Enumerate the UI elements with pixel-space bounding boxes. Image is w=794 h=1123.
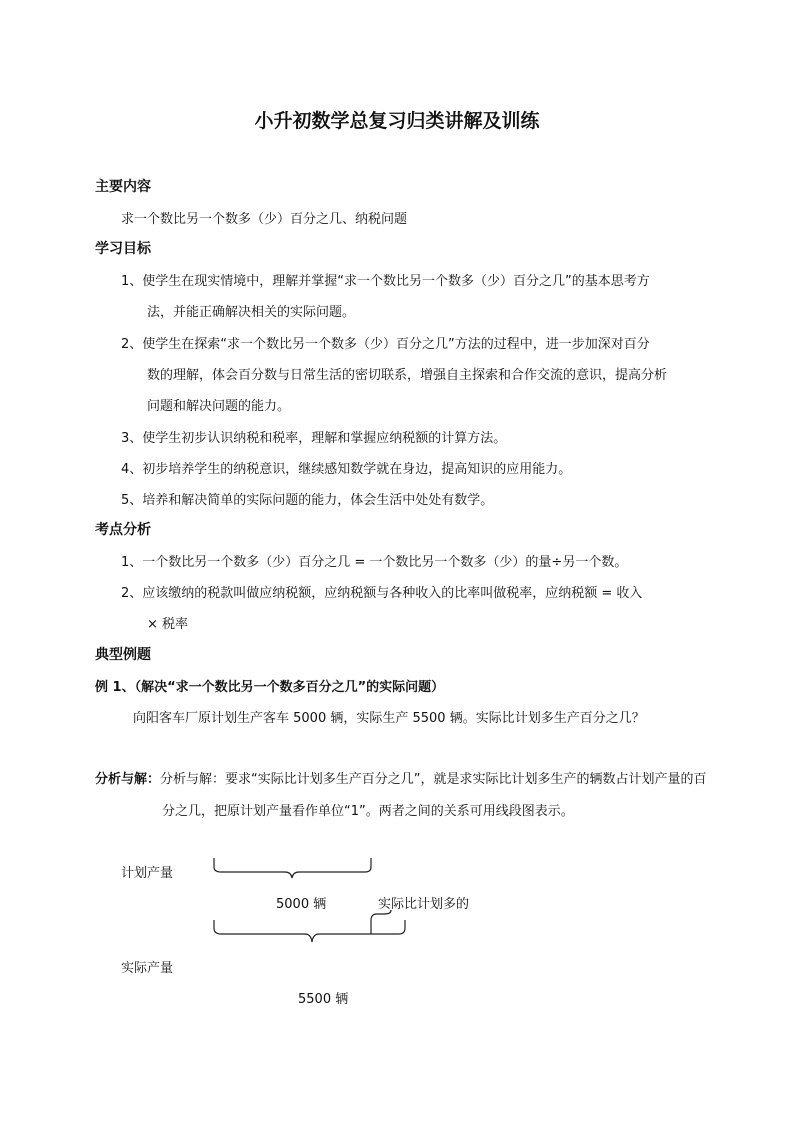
extra-segment-bracket — [371, 910, 391, 934]
diagram-plan-value: 5000 辆 — [276, 897, 327, 912]
diagram-extra-label: 实际比计划多的 — [378, 897, 470, 912]
goal-1-line-2: 法，并能正确解决相关的实际问题。 — [147, 305, 356, 320]
diagram-actual-value: 5500 辆 — [298, 992, 349, 1007]
goal-5: 5、培养和解决简单的实际问题的能力，体会生活中处处有数学。 — [121, 493, 494, 508]
goal-4: 4、初步培养学生的纳税意识，继续感知数学就在身边，提高知识的应用能力。 — [121, 462, 572, 477]
key-point-1: 1、一个数比另一个数多（少）百分之几 = 一个数比另一个数多（少）的量÷另一个数。 — [121, 555, 628, 570]
heading-learning-goals: 学习目标 — [95, 241, 151, 257]
main-content-text: 求一个数比另一个数多（少）百分之几、纳税问题 — [121, 212, 408, 227]
page-title: 小升初数学总复习归类讲解及训练 — [254, 110, 540, 132]
example-1-solution-line-2: 分之几，把原计划产量看作单位“1”。两者之间的关系可用线段图表示。 — [162, 804, 574, 819]
example-1-solution-line-1: 分析与解：分析与解：要求“实际比计划多生产百分之几”，就是求实际比计划多生产的辆数占计划产量的百 — [95, 772, 707, 787]
goal-1-line-1: 1、使学生在现实情境中，理解并掌握“求一个数比另一个数多（少）百分之几”的基本思考方 — [121, 274, 650, 289]
heading-key-points: 考点分析 — [95, 522, 151, 538]
key-point-2-line-2: × 税率 — [147, 617, 189, 632]
goal-2-line-3: 问题和解决问题的能力。 — [147, 399, 291, 414]
plan-brace — [213, 857, 373, 879]
key-point-2-line-1: 2、应该缴纳的税款叫做应纳税额，应纳税额与各种收入的比率叫做税率，应纳税额 = 收入 — [121, 586, 643, 601]
example-1-label: 例 1、（解决“求一个数比另一个数多百分之几”的实际问题） — [95, 680, 445, 695]
heading-main-content: 主要内容 — [95, 179, 151, 195]
example-1-problem: 向阳客车厂原计划生产客车 5000 辆，实际生产 5500 辆。实际比计划多生产百分之几？ — [133, 711, 645, 726]
heading-typical-examples: 典型例题 — [95, 647, 151, 663]
goal-2-line-1: 2、使学生在探索“求一个数比另一个数多（少）百分之几”方法的过程中，进一步加深对百分 — [121, 337, 650, 352]
diagram-actual-label: 实际产量 — [121, 961, 174, 976]
goal-3: 3、使学生初步认识纳税和税率，理解和掌握应纳税额的计算方法。 — [121, 431, 507, 446]
diagram-plan-label: 计划产量 — [121, 866, 174, 881]
solution-text: 分析与解：要求“实际比计划多生产百分之几”，就是求实际比计划多生产的辆数占计划产量的百 — [160, 772, 707, 787]
goal-2-line-2: 数的理解，体会百分数与日常生活的密切联系，增强自主探索和合作交流的意识，提高分析 — [147, 368, 668, 383]
actual-brace — [213, 910, 409, 946]
